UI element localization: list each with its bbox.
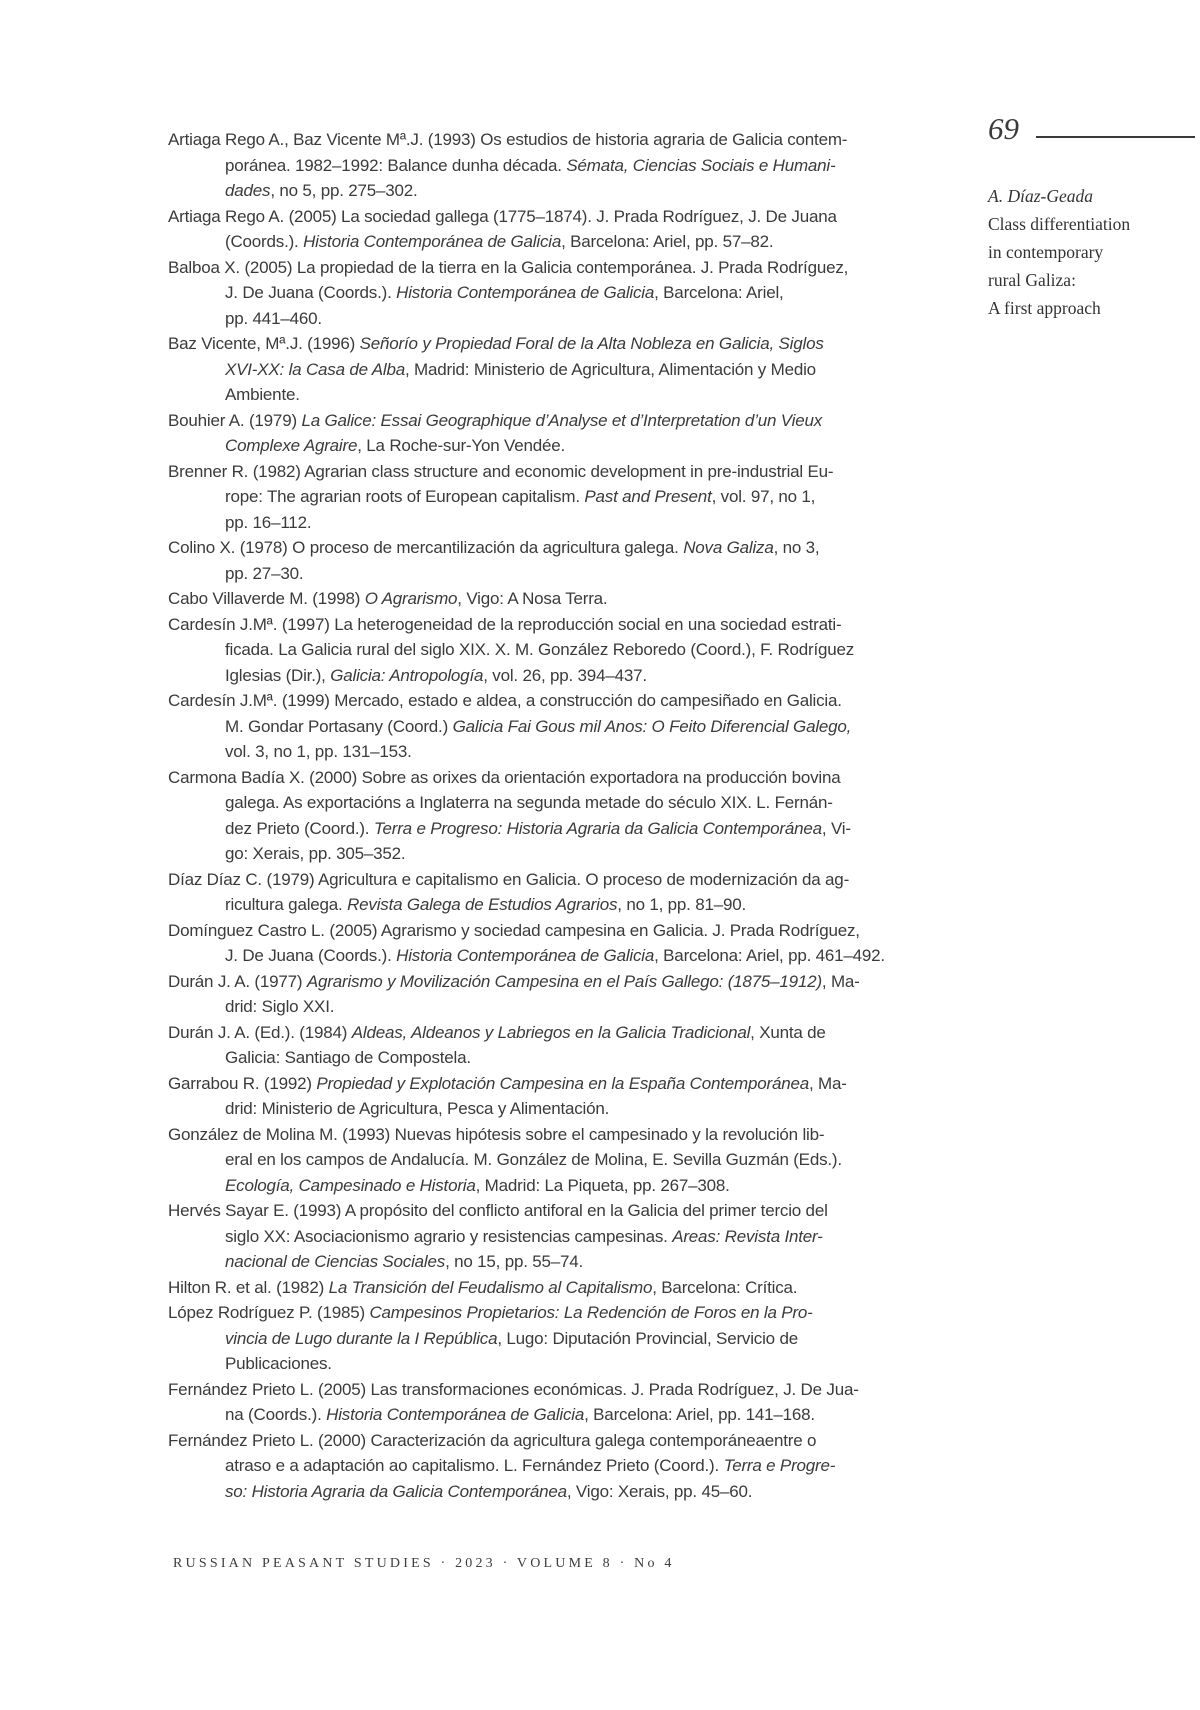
reference-entry	[168, 586, 884, 612]
reference-line: XVI-XX: la Casa de Alba, Madrid: Ministerio de Agricultura, Alimentación y Medio	[225, 359, 816, 379]
margin-title-line: Class differentiation	[988, 214, 1131, 234]
reference-entry	[168, 331, 884, 408]
reference-entry	[168, 765, 884, 867]
reference-line: Bouhier A. (1979) La Galice: Essai Geographique d’Analyse et d’Interpretation d’un Vieux	[168, 410, 823, 430]
reference-line: dades, no 5, pp. 275–302.	[225, 181, 418, 200]
reference-entry	[168, 408, 884, 459]
reference-line: López Rodríguez P. (1985) Campesinos Propietarios: La Redención de Foros en la Pro-	[168, 1303, 813, 1322]
reference-entry	[168, 204, 884, 255]
reference-line: atraso e a adaptación ao capitalismo. L. Fernández Prieto (Coord.). Terra e Progre-	[225, 1456, 836, 1475]
reference-line: nacional de Ciencias Sociales, no 15, pp. 55–74.	[225, 1252, 584, 1271]
margin-title-line: in contemporary	[988, 242, 1104, 262]
reference-line: Fernández Prieto L. (2005) Las transformaciones económicas. J. Prada Rodríguez, J. De Jua-	[168, 1379, 859, 1399]
reference-line: Publicaciones.	[225, 1354, 332, 1373]
reference-line: Carmona Badía X. (2000) Sobre as orixes da orientación exportadora na producción bovina	[168, 767, 841, 787]
reference-line: Cardesín J.Mª. (1999) Mercado, estado e aldea, a construcción do campesiñado en Galicia.	[168, 691, 842, 710]
reference-line: na (Coords.). Historia Contemporánea de Galicia, Barcelona: Ariel, pp. 141–168.	[225, 1405, 815, 1424]
reference-line: Iglesias (Dir.), Galicia: Antropología, vol. 26, pp. 394–437.	[225, 665, 647, 685]
reference-line: ficada. La Galicia rural del siglo XIX. X. M. González Reboredo (Coord.), F. Rodríguez	[225, 640, 855, 659]
journal-footer: RUSSIAN PEASANT STUDIES · 2023 · VOLUME 8 · No 4	[173, 1556, 675, 1571]
reference-line: so: Historia Agraria da Galicia Contemporánea, Vigo: Xerais, pp. 45–60.	[225, 1481, 753, 1501]
reference-line: J. De Juana (Coords.). Historia Contemporánea de Galicia, Barcelona: Ariel,	[225, 283, 784, 302]
reference-entry	[168, 1071, 884, 1122]
reference-line: González de Molina M. (1993) Nuevas hipótesis sobre el campesinado y la revolución lib-	[168, 1124, 825, 1144]
margin-note	[988, 182, 1188, 322]
reference-entry	[168, 1122, 884, 1199]
reference-line: Cabo Villaverde M. (1998) O Agrarismo, Vigo: A Nosa Terra.	[168, 589, 608, 608]
reference-entry	[168, 688, 884, 765]
reference-entry	[168, 1275, 884, 1301]
reference-line: pp. 27–30.	[225, 563, 304, 583]
reference-line: Garrabou R. (1992) Propiedad y Explotación Campesina en la España Contemporánea, Ma-	[168, 1073, 847, 1093]
reference-entry	[168, 612, 884, 689]
reference-line: (Coords.). Historia Contemporánea de Galicia, Barcelona: Ariel, pp. 57–82.	[225, 232, 774, 251]
reference-line: Complexe Agraire, La Roche-sur-Yon Vendée.	[225, 436, 565, 455]
reference-entry	[168, 1020, 884, 1071]
reference-entry	[168, 459, 884, 536]
margin-author: A. Díaz-Geada	[988, 186, 1093, 206]
reference-entry	[168, 535, 884, 586]
reference-line: Brenner R. (1982) Agrarian class structure and economic development in pre-industrial Eu-	[168, 461, 834, 481]
reference-line: Díaz Díaz C. (1979) Agricultura e capitalismo en Galicia. O proceso de modernización da ag-	[168, 869, 850, 889]
reference-entry	[168, 1198, 884, 1275]
reference-entry	[168, 255, 884, 332]
reference-line: Hilton R. et al. (1982) La Transición del Feudalismo al Capitalismo, Barcelona: Crítica.	[168, 1277, 798, 1297]
reference-entry	[168, 1377, 884, 1428]
references-list	[168, 127, 884, 1504]
reference-line: Artiaga Rego A. (2005) La sociedad gallega (1775–1874). J. Prada Rodríguez, J. De Juana	[168, 206, 837, 226]
reference-line: drid: Siglo XXI.	[225, 997, 335, 1016]
header-rule	[1036, 136, 1195, 138]
reference-line: pp. 441–460.	[225, 308, 322, 328]
reference-line: Fernández Prieto L. (2000) Caracterización da agricultura galega contemporáneaentre o	[168, 1430, 817, 1450]
reference-entry	[168, 127, 884, 204]
reference-line: pp. 16–112.	[225, 512, 312, 532]
reference-line: Colino X. (1978) O proceso de mercantilización da agricultura galega. Nova Galiza, no 3,	[168, 538, 820, 557]
reference-line: Durán J. A. (1977) Agrarismo y Movilización Campesina en el País Gallego: (1875–1912), Ma-	[168, 971, 860, 991]
reference-line: Galicia: Santiago de Compostela.	[225, 1048, 471, 1067]
reference-line: siglo XX: Asociacionismo agrario y resistencias campesinas. Areas: Revista Inter-	[225, 1226, 823, 1246]
margin-title-line: rural Galiza:	[988, 270, 1076, 290]
reference-line: dez Prieto (Coord.). Terra e Progreso: Historia Agraria da Galicia Contemporánea, Vi-	[225, 818, 851, 838]
reference-line: J. De Juana (Coords.). Historia Contemporánea de Galicia, Barcelona: Ariel, pp. 461–492.	[225, 946, 885, 965]
reference-line: galega. As exportacións a Inglaterra na segunda metade do século XIX. L. Fernán-	[225, 793, 833, 812]
reference-line: Baz Vicente, Mª.J. (1996) Señorío y Propiedad Foral de la Alta Nobleza en Galicia, Siglos	[168, 334, 824, 353]
page-number: 69	[988, 111, 1019, 146]
reference-line: ricultura galega. Revista Galega de Estudios Agrarios, no 1, pp. 81–90.	[225, 895, 747, 914]
reference-line: Hervés Sayar E. (1993) A propósito del conflicto antiforal en la Galicia del primer tercio del	[168, 1201, 828, 1220]
margin-title-line: A first approach	[988, 298, 1101, 318]
reference-line: rope: The agrarian roots of European capitalism. Past and Present, vol. 97, no 1,	[225, 487, 816, 506]
reference-line: Durán J. A. (Ed.). (1984) Aldeas, Aldeanos y Labriegos en la Galicia Tradicional, Xunta de	[168, 1022, 826, 1042]
reference-entry	[168, 1300, 884, 1377]
reference-entry	[168, 1428, 884, 1505]
reference-line: eral en los campos de Andalucía. M. González de Molina, E. Sevilla Guzmán (Eds.).	[225, 1150, 842, 1169]
reference-line: Artiaga Rego A., Baz Vicente Mª.J. (1993) Os estudios de historia agraria de Galicia contem-	[168, 130, 848, 149]
reference-entry	[168, 918, 884, 969]
reference-line: Cardesín J.Mª. (1997) La heterogeneidad de la reproducción social en una sociedad estrati-	[168, 614, 842, 634]
reference-line: Ecología, Campesinado e Historia, Madrid: La Piqueta, pp. 267–308.	[225, 1175, 730, 1195]
reference-entry	[168, 867, 884, 918]
reference-line: vincia de Lugo durante la I República, Lugo: Diputación Provincial, Servicio de	[225, 1328, 798, 1348]
reference-line: poránea. 1982–1992: Balance dunha década. Sémata, Ciencias Sociais e Humani-	[225, 155, 836, 175]
reference-line: vol. 3, no 1, pp. 131–153.	[225, 742, 412, 761]
reference-line: Domínguez Castro L. (2005) Agrarismo y sociedad campesina en Galicia. J. Prada Rodríguez,	[168, 920, 860, 940]
reference-line: M. Gondar Portasany (Coord.) Galicia Fai Gous mil Anos: O Feito Diferencial Galego,	[225, 716, 852, 736]
reference-line: Ambiente.	[225, 385, 300, 404]
reference-line: Balboa X. (2005) La propiedad de la tierra en la Galicia contemporánea. J. Prada Rodríguez,	[168, 257, 849, 277]
reference-line: drid: Ministerio de Agricultura, Pesca y Alimentación.	[225, 1099, 610, 1118]
reference-entry	[168, 969, 884, 1020]
reference-line: go: Xerais, pp. 305–352.	[225, 844, 406, 863]
